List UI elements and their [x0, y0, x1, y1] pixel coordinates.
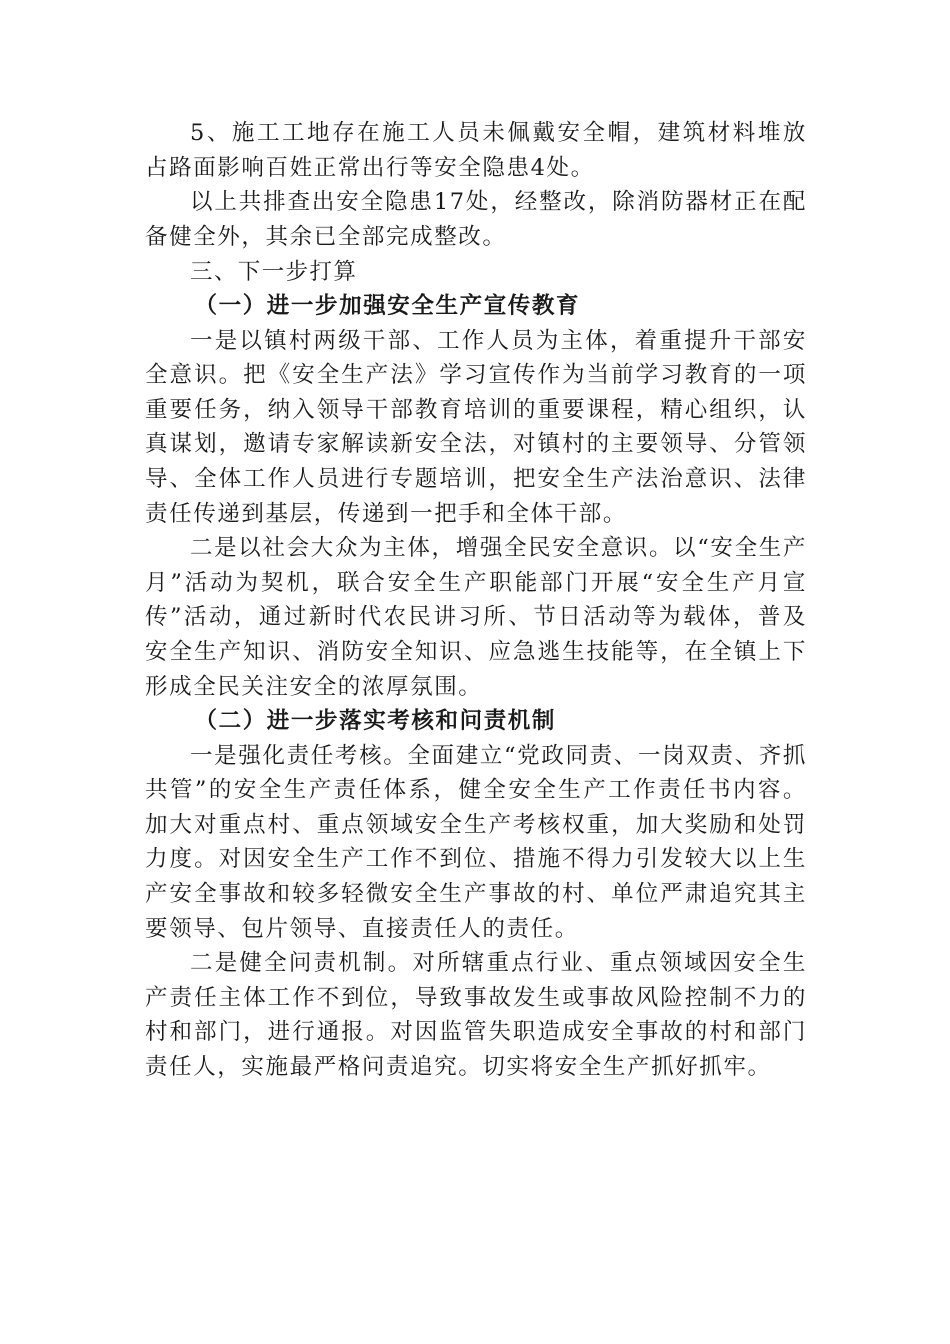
- subsection-heading-1: （一）进一步加强安全生产宣传教育: [194, 292, 581, 319]
- section-heading-next-steps: 三、下一步打算: [190, 259, 358, 286]
- document-page: [145, 116, 807, 1085]
- paragraph-accountability-mechanism: 二是健全问责机制。对所辖重点行业、重点领域因安全生产责任主体工作不到位，导致事故发生或事故风险控制不力的村和部门，进行通报。对因监管失职造成安全事故的村和部门责任人，实施最严格问责追究。切实将安全生产抓好抓牢。: [145, 950, 807, 1081]
- paragraph-summary: 以上共排查出安全隐患17处，经整改，除消防器材正在配备健全外，其余已全部完成整改。: [145, 189, 807, 250]
- paragraph-public-awareness: 二是以社会大众为主体，增强全民安全意识。以“安全生产月”活动为契机，联合安全生产职能部门开展“安全生产月宣传”活动，通过新时代农民讲习所、节日活动等为载体，普及安全生产知识、消防安全知识、应急逃生技能等，在全镇上下形成全民关注安全的浓厚氛围。: [145, 535, 807, 700]
- paragraph-cadre-training: 一是以镇村两级干部、工作人员为主体，着重提升干部安全意识。把《安全生产法》学习宣传作为当前学习教育的一项重要任务，纳入领导干部教育培训的重要课程，精心组织，认真谋划，邀请专家解读新安全法，对镇村的主要领导、分管领导、全体工作人员进行专题培训，把安全生产法治意识、法律责任传递到基层，传递到一把手和全体干部。: [145, 327, 807, 527]
- paragraph-item-5: 5、施工工地存在施工人员未佩戴安全帽，建筑材料堆放占路面影响百姓正常出行等安全隐患4处。: [145, 120, 807, 181]
- subsection-heading-2: （二）进一步落实考核和问责机制: [194, 708, 557, 735]
- paragraph-responsibility-assessment: 一是强化责任考核。全面建立“党政同责、一岗双责、齐抓共管”的安全生产责任体系，健全安全生产工作责任书内容。加大对重点村、重点领域安全生产考核权重，加大奖励和处罚力度。对因安全生产工作不到位、措施不得力引发较大以上生产安全事故和较多轻微安全生产事故的村、单位严肃追究其主要领导、包片领导、直接责任人的责任。: [145, 742, 807, 942]
